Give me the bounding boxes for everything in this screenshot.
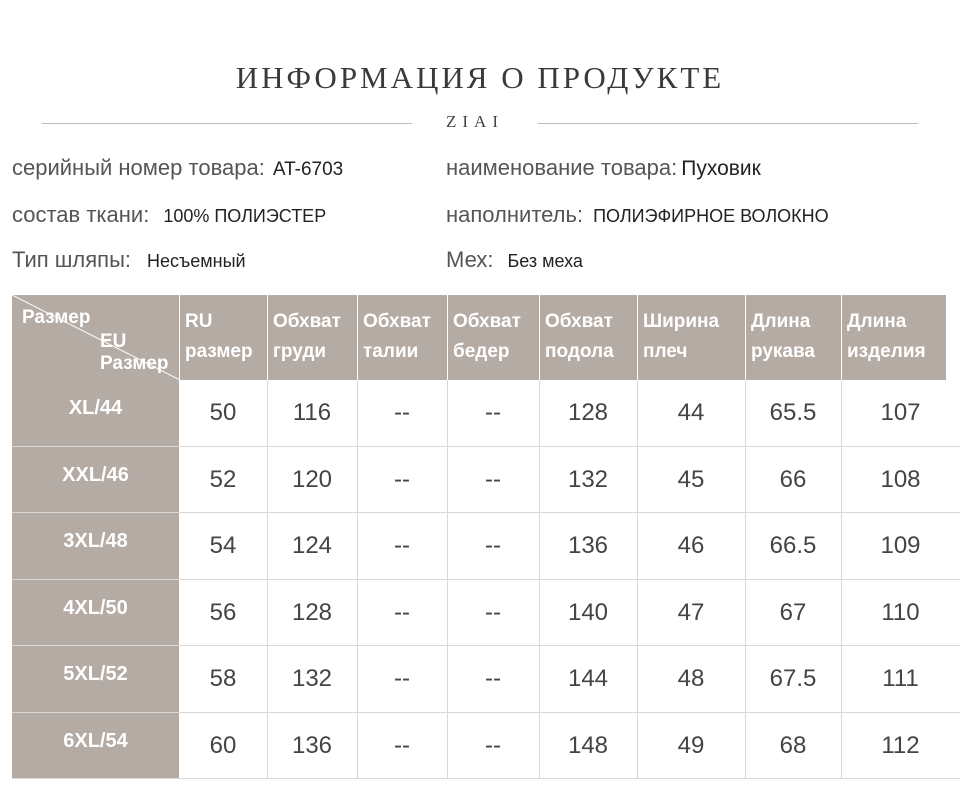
column-header-line: рукава [751, 341, 815, 362]
table-cell: 58 [209, 665, 237, 692]
column-header-line: RU [185, 311, 213, 332]
header-separator [357, 295, 358, 380]
column-header [847, 307, 926, 367]
table-cell: 50 [209, 399, 237, 426]
column-header-line: плеч [643, 341, 688, 362]
table-cell: 132 [291, 665, 333, 692]
table-cell: -- [394, 665, 410, 692]
column-header-line: бедер [453, 341, 510, 362]
column-separator [637, 380, 638, 779]
table-cell: 46 [677, 532, 705, 559]
column-header-line: Обхват [453, 311, 521, 332]
table-cell: 65.5 [769, 399, 817, 426]
row-size-label: XXL/46 [12, 447, 179, 513]
table-cell: -- [485, 465, 501, 493]
column-header [751, 307, 815, 367]
corner-eu-label: EU [100, 331, 127, 352]
column-header-line: Ширина [643, 311, 720, 332]
column-header-line: размер [185, 341, 253, 362]
table-cell: 111 [882, 665, 919, 692]
table-cell: -- [485, 399, 501, 426]
table-cell: 44 [677, 399, 705, 426]
header-separator [447, 295, 448, 380]
filler-label: наполнитель: [446, 202, 584, 227]
row-size-label: 5XL/52 [12, 646, 179, 712]
table-cell: -- [394, 598, 410, 626]
product-name-info [446, 155, 761, 181]
table-cell: 110 [881, 598, 920, 626]
fur-label: Мех: [446, 247, 494, 272]
brand-name: ZIAI [446, 112, 504, 131]
table-cell: 54 [209, 532, 237, 559]
table-cell: -- [394, 399, 410, 426]
row-size-label: 3XL/48 [12, 513, 179, 579]
table-cell: 132 [567, 465, 609, 493]
header-separator [267, 295, 268, 380]
column-header [643, 307, 719, 367]
column-header [453, 307, 521, 367]
column-header [273, 307, 341, 367]
table-header [12, 295, 946, 380]
column-separator [841, 380, 842, 779]
table-cell: 124 [291, 532, 333, 559]
table-cell: 136 [291, 731, 333, 759]
column-header-line: изделия [847, 341, 926, 362]
table-cell: -- [485, 731, 501, 759]
fabric-info [12, 202, 326, 228]
corner-eu-size-label: Размер [100, 353, 169, 374]
table-cell: -- [485, 598, 501, 626]
table-cell: 52 [209, 465, 237, 493]
divider-line-right [538, 123, 918, 124]
table-cell: 108 [880, 465, 921, 493]
table-cell: 45 [677, 465, 705, 493]
column-separator [447, 380, 448, 779]
row-size-label: 6XL/54 [12, 713, 179, 779]
column-separator [745, 380, 746, 779]
table-cell: -- [394, 465, 410, 493]
header-separator [539, 295, 540, 380]
table-cell: 120 [291, 465, 333, 493]
column-header [185, 307, 253, 367]
table-cell: 66.5 [769, 532, 817, 559]
table-cell: 60 [209, 731, 237, 759]
header-separator [745, 295, 746, 380]
fabric-label: состав ткани: [12, 202, 150, 227]
column-header [363, 307, 431, 367]
table-cell: -- [394, 731, 410, 759]
column-header-line: Длина [751, 311, 811, 332]
table-cell: 66 [779, 465, 807, 493]
column-header-line: груди [273, 341, 327, 362]
column-header-line: подола [545, 341, 614, 362]
header-separator [179, 295, 180, 380]
serial-value: AT-6703 [272, 159, 344, 180]
table-cell: 56 [209, 598, 237, 626]
column-header-line: Обхват [545, 311, 613, 332]
table-cell: 48 [677, 665, 705, 692]
hood-label: Тип шляпы: [12, 247, 132, 272]
table-cell: 136 [567, 532, 609, 559]
table-cell: 68 [779, 731, 807, 759]
table-cell: 128 [567, 399, 609, 426]
table-cell: 128 [291, 598, 333, 626]
hood-info [12, 247, 246, 273]
table-cell: 116 [292, 399, 332, 426]
table-cell: 144 [567, 665, 609, 692]
row-size-label: XL/44 [12, 380, 179, 446]
brand-divider [42, 112, 918, 136]
fur-info [446, 247, 583, 273]
product-name-value: Пуховик [681, 157, 761, 180]
row-size-label: 4XL/50 [12, 580, 179, 646]
table-cell: 49 [677, 731, 705, 759]
size-table [12, 295, 960, 783]
table-cell: 67.5 [769, 665, 817, 692]
table-cell: -- [394, 532, 410, 559]
table-cell: 148 [567, 731, 609, 759]
table-cell: 109 [880, 532, 921, 559]
header-separator [841, 295, 842, 380]
column-header [545, 307, 614, 367]
divider-line-left [42, 123, 412, 124]
column-separator [267, 380, 268, 779]
product-name-label: наименование товара: [446, 155, 678, 180]
table-cell: 47 [677, 598, 705, 626]
header-separator [637, 295, 638, 380]
table-cell: 140 [567, 598, 609, 626]
row-separator [12, 778, 960, 779]
table-cell: -- [485, 532, 501, 559]
fabric-value: 100% ПОЛИЭСТЕР [163, 206, 327, 226]
hood-value: Несъемный [147, 251, 246, 271]
corner-size-label: Размер [22, 307, 91, 328]
table-cell: 112 [881, 731, 920, 759]
fur-value: Без меха [507, 251, 583, 271]
filler-value: ПОЛИЭФИРНОЕ ВОЛОКНО [593, 206, 829, 226]
column-separator [357, 380, 358, 779]
table-cell: 67 [779, 598, 807, 626]
table-cell: -- [485, 665, 501, 692]
column-header-line: Длина [847, 311, 907, 332]
page-title: ИНФОРМАЦИЯ О ПРОДУКТЕ [235, 60, 725, 95]
table-cell: 107 [880, 399, 921, 426]
serial-number-info [12, 155, 343, 181]
column-header-line: талии [363, 341, 419, 362]
filler-info [446, 202, 829, 228]
serial-label: серийный номер товара: [12, 155, 265, 180]
column-header-line: Обхват [273, 311, 341, 332]
column-separator [539, 380, 540, 779]
column-header-line: Обхват [363, 311, 431, 332]
